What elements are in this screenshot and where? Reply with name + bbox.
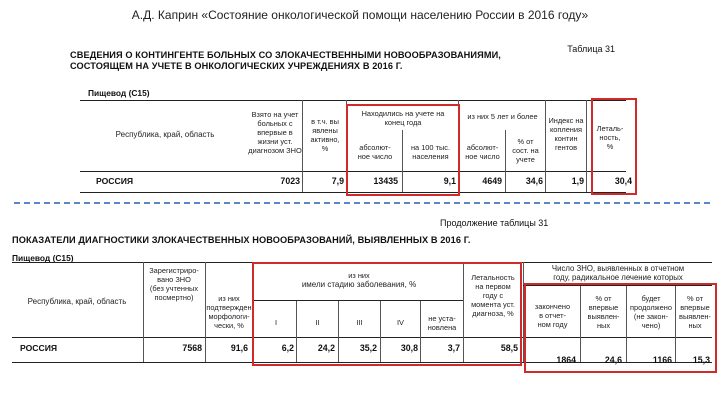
header-line: (не закон-: [633, 312, 669, 321]
header-line: вано ЗНО: [157, 275, 191, 284]
table1-label: Таблица 31: [567, 44, 615, 54]
header-line: ность,: [599, 133, 621, 142]
header-line: Число ЗНО, выявленных в отчетном: [551, 264, 685, 273]
table2-radical-header: [524, 264, 712, 282]
header-line: не уста-: [428, 314, 456, 323]
table1-divider: [586, 100, 587, 192]
header-line: из них: [218, 294, 240, 303]
header-line: сост. на: [512, 146, 539, 155]
table2-cell-donepct: 24,6: [604, 355, 622, 365]
table2-title: ПОКАЗАТЕЛИ ДИАГНОСТИКИ ЗЛОКАЧЕСТВЕННЫХ НОВООБРАЗОВАНИЙ, ВЫЯВЛЕННЫХ В 2016 Г.: [12, 235, 471, 245]
header-line: конец года: [384, 118, 422, 127]
header-line: Находились на учете на: [361, 109, 445, 118]
table2-stage1-header: I: [274, 318, 278, 327]
header-line: в отчет-: [539, 311, 566, 320]
header-line: ных: [596, 321, 611, 330]
header-line: копления: [549, 125, 583, 134]
header-line: чено): [641, 321, 661, 330]
header-line: ное число: [357, 152, 393, 161]
table2-cell-stage3: 35,2: [359, 343, 377, 353]
header-line: % от: [517, 137, 534, 146]
header-line: на первом: [475, 282, 511, 291]
header-line: явлены: [312, 126, 338, 135]
table1-row-name: РОССИЯ: [96, 176, 134, 186]
header-line: %: [321, 144, 329, 153]
highlight-box-lethality: [591, 98, 637, 195]
header-line: диагноза, %: [472, 309, 514, 318]
header-line: абсолют-: [466, 143, 499, 152]
header-line: году с: [482, 291, 504, 300]
slide-title: А.Д. Каприн «Состояние онкологической помощи населению России в 2016 году»: [131, 8, 589, 22]
table2-row-name: РОССИЯ: [20, 343, 58, 353]
header-line: выявлен-: [587, 312, 620, 321]
header-line: новлена: [427, 323, 457, 332]
table1-cell-index: 1,9: [571, 176, 584, 186]
table2-stage4-header: IV: [397, 318, 404, 327]
header-line: впервые: [588, 303, 619, 312]
header-line: гентов: [554, 143, 578, 152]
header-line: морфологи-: [208, 312, 250, 321]
table1-taken-header: [246, 110, 304, 155]
table2-cell-morph: 91,6: [230, 343, 248, 353]
table1-title-line2: СОСТОЯЩЕМ НА УЧЕТЕ В ОНКОЛОГИЧЕСКИХ УЧРЕЖДЕНИЯХ В 2016 Г.: [70, 61, 403, 71]
table1-cell-abs: 13435: [373, 176, 398, 186]
header-line: ном году: [537, 320, 568, 329]
table2-cell-done: 1864: [556, 355, 576, 365]
header-line: в т.ч. вы: [311, 117, 339, 126]
header-line: % от: [595, 294, 612, 303]
table1-index-header: [546, 116, 586, 152]
table1-cell-active: 7,9: [331, 176, 344, 186]
table2-stage3-header: III: [356, 318, 363, 327]
header-line: %: [606, 142, 614, 151]
highlight-box-radical: [524, 283, 717, 373]
table2-cell-stage2: 24,2: [317, 343, 335, 353]
header-line: продолжено: [630, 303, 672, 312]
header-line: посмертно): [154, 293, 194, 302]
header-line: Взято на учет: [251, 110, 299, 119]
header-line: выявлен-: [679, 312, 711, 321]
header-line: впервые: [680, 303, 710, 312]
header-line: будет: [641, 294, 661, 303]
header-line: Леталь-: [596, 124, 624, 133]
header-line: Индекс на: [548, 116, 584, 125]
table2-stage2-header: II: [315, 318, 320, 327]
table2-morph-header: [206, 294, 252, 330]
header-line: активно,: [310, 135, 340, 144]
header-line: % от: [687, 294, 703, 303]
table1-title: [70, 50, 590, 72]
table2-cell-contpct: 15,3: [692, 355, 710, 365]
header-line: момента уст.: [471, 300, 515, 309]
header-line: учете: [516, 155, 535, 164]
header-line: из них: [348, 271, 370, 280]
table2-cell-stage4: 30,8: [400, 343, 418, 353]
table1-pct5-header: [506, 137, 545, 164]
highlight-box-prevalence: [346, 104, 460, 196]
table1-cell-pct5: 34,6: [525, 176, 543, 186]
header-line: подтвержден: [206, 303, 252, 312]
table1-title-line1: СВЕДЕНИЯ О КОНТИНГЕНТЕ БОЛЬНЫХ СО ЗЛОКАЧЕСТВЕННЫМИ НОВООБРАЗОВАНИЯМИ,: [70, 50, 501, 60]
table1-five-years-header: из них 5 лет и более: [467, 112, 538, 121]
highlight-box-stages: [252, 262, 522, 366]
header-line: ных: [688, 321, 702, 330]
table2-reg-header: [144, 266, 204, 302]
table2-cell-stage1: 6,2: [281, 343, 294, 353]
header-line: Зарегистриро-: [149, 266, 199, 275]
header-line: населения: [412, 152, 449, 161]
header-line: больных с: [257, 119, 293, 128]
table1-cell-per100: 9,1: [443, 176, 456, 186]
table1-cell-lethality: 30,4: [614, 176, 632, 186]
header-line: (без учтенных: [149, 284, 199, 293]
header-line: диагнозом ЗНО: [248, 146, 302, 155]
header-line: абсолют-: [359, 143, 391, 152]
header-line: на 100 тыс.: [410, 143, 451, 152]
table1-cell-abs5: 4649: [482, 176, 502, 186]
table2-cell-lethal: 58,5: [500, 343, 518, 353]
header-line: имели стадию заболевания, %: [301, 280, 417, 289]
header-line: году, радикальное лечение которых: [553, 273, 683, 282]
table1-cell-taken: 7023: [280, 176, 300, 186]
table2-cell-cont: 1166: [652, 355, 672, 365]
header-line: закончено: [534, 302, 571, 311]
table2-organ: Пищевод (С15): [12, 253, 74, 263]
table2-region-header: Республика, край, область: [27, 297, 127, 306]
table2-cell-unset: 3,7: [447, 343, 460, 353]
table1-organ: Пищевод (С15): [88, 88, 150, 98]
table1-region-header: Республика, край, область: [115, 130, 215, 139]
header-line: Летальность: [471, 273, 515, 282]
header-line: чески, %: [214, 321, 244, 330]
table2-label: Продолжение таблицы 31: [440, 218, 549, 228]
table-separator: [14, 202, 710, 204]
header-line: ное число: [465, 152, 500, 161]
header-line: жизни уст.: [257, 137, 293, 146]
header-line: впервые в: [257, 128, 293, 137]
table1-abs5-header: [460, 143, 505, 161]
header-line: контин: [554, 134, 578, 143]
table1-active-header: [304, 117, 346, 153]
table2-cell-reg: 7568: [182, 343, 202, 353]
